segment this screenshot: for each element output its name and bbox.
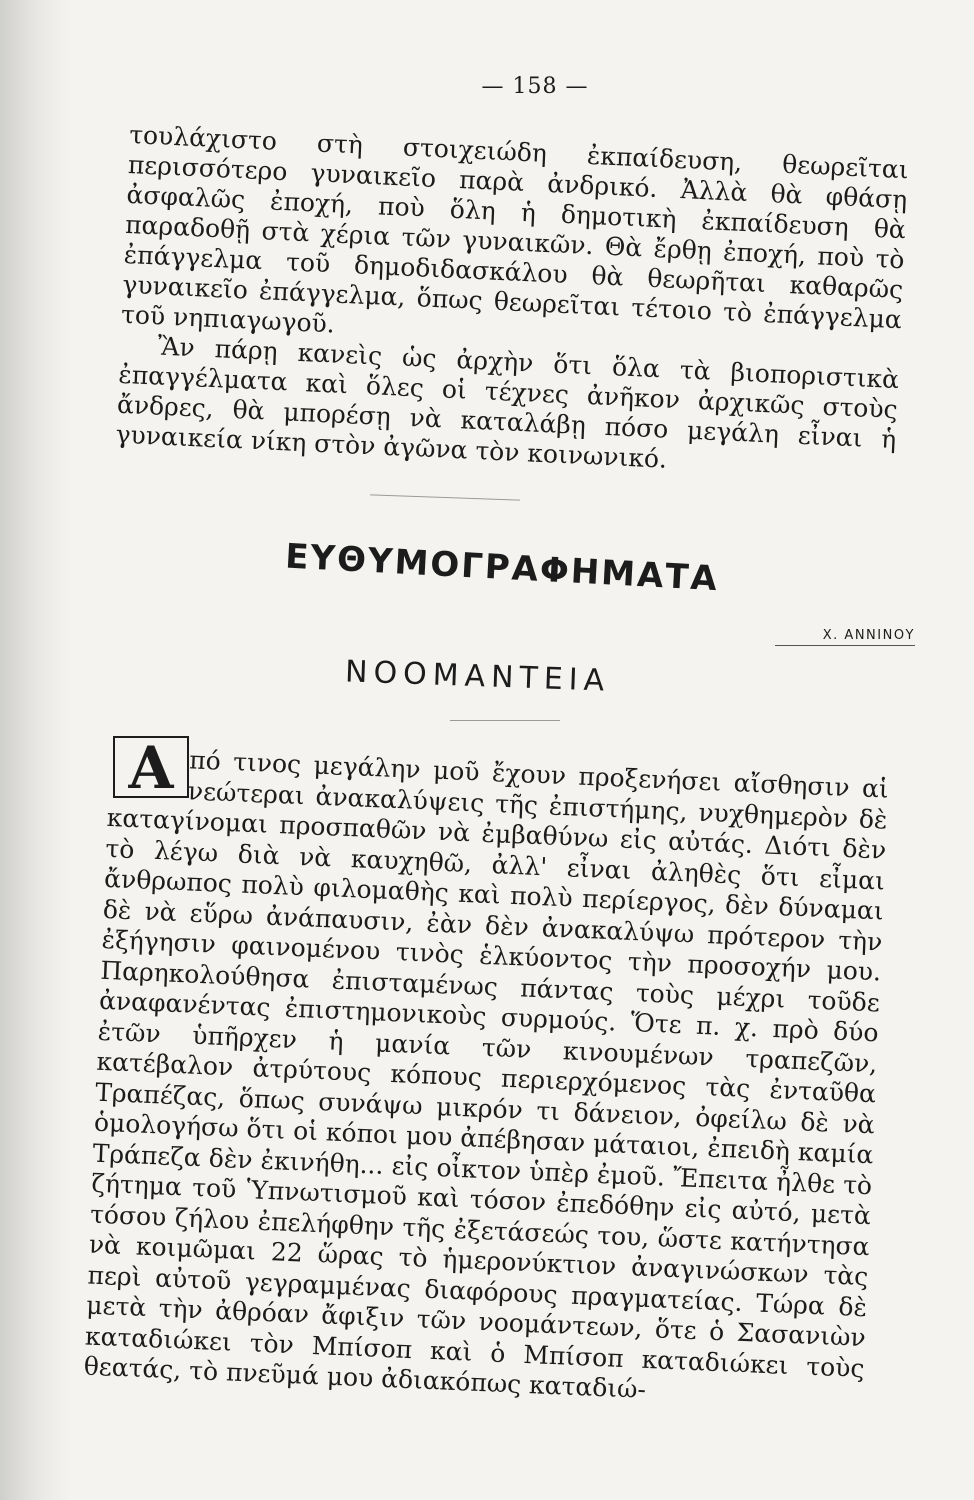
article-paragraph (83, 742, 889, 1415)
page-binding-shadow (0, 0, 70, 1500)
section-title: ΕΥΘΥΜΟΓΡΑΦΗΜΑΤΑ (284, 536, 720, 600)
drop-cap-space (108, 742, 190, 801)
page-number: — 158 — (481, 74, 589, 99)
intro-paragraph-1: τουλάχιστο στὴ στοιχειώδη ἐκπαίδευση, θεωρεῖται περισσότερο γυναικεῖο παρὰ ἀνδρικό. Ἀλλὰ θὰ φθάσῃ ἀσφαλῶς ἐποχή, ποὺ ὅλη ἡ δημοτικὴ ἐκπαίδευση θὰ παραδοθῇ στὰ χέρια τῶν γυναικῶν. Θὰ ἔρθῃ ἐποχή, ποὺ τὸ ἐπάγγελμα τοῦ δημοδιδασκάλου θὰ θεωρῆται καθαρῶς γυναικεῖο ἐπάγγελμα, ὅπως θεωρεῖται τέτοιο τὸ ἐπάγγελμα τοῦ νηπιαγωγοῦ. (120, 120, 910, 339)
article-body (83, 742, 889, 1415)
divider-rule (370, 494, 520, 500)
author-name: Χ. ΑΝΝΙΝΟΥ (775, 628, 915, 646)
intro-text (115, 120, 909, 485)
intro-paragraph-2: Ἂν πάρῃ κανεὶς ὡς ἀρχὴν ὅτι ὅλα τὰ βιοποριστικὰ ἐπαγγέλματα καὶ ὅλες οἱ τέχνες ἀνῆκον ἀρχικῶς στοὺς ἄνδρες, θὰ μπορέσῃ νὰ καταλάβῃ πόσο μεγάλη εἶναι ἡ γυναικεία νίκη στὸν ἀγῶνα τὸν κοινωνικό. (115, 331, 900, 474)
drop-cap-letter: Α (128, 736, 174, 798)
title-rule (450, 720, 560, 721)
article-title: ΝΟΟΜΑΝΤΕΙΑ (344, 654, 611, 699)
article-body-text: πό τινος μεγάλην μοῦ ἔχουν προξενήσει αἴσθησιν αἱ νεώτεραι ἀνακαλύψεις τῆς ἐπιστήμης, νυχθημερὸν δὲ καταγίνομαι προσπαθῶν νὰ ἐμβαθύνω εἰς αὐτάς. Διότι δὲν τὸ λέγω διὰ νὰ καυχηθῶ, ἀλλ' εἶναι ἀληθὲς ὅτι εἶμαι ἄνθρωπος πολὺ φιλομαθὴς καὶ πολὺ περίεργος, δὲν δύναμαι δὲ νὰ εὕρω ἀνάπαυσιν, ἐὰν δὲν ἀνακαλύψω πρότερον τὴν ἐξήγησιν φαινομένου τινὸς ἑλκύοντος τὴν προσοχήν μου. Παρηκολούθησα ἐπισταμένως πάντας τοὺς μέχρι τοῦδε ἀναφανέντας ἐπιστημονικοὺς συρμούς. Ὅτε π. χ. πρὸ δύο ἐτῶν ὑπῆρχεν ἡ μανία τῶν κινουμένων τραπεζῶν, κατέβαλον ἀτρύτους κόπους περιερχόμενος τὰς ἐνταῦθα Τραπέζας, ὅπως συνάψω μικρόν τι δάνειον, ὀφείλω δὲ νὰ ὁμολογήσω ὅτι οἱ κόποι μου ἀπέβησαν μάταιοι, ἐπειδὴ καμία Τράπεζα δὲν ἐκινήθη... εἰς οἶκτον ὑπὲρ ἐμοῦ. Ἔπειτα ἦλθε τὸ ζήτημα τοῦ Ὑπνωτισμοῦ καὶ τόσον ἐπεδόθην εἰς αὐτό, μετὰ τόσου ζήλου ἐπελήφθην τῆς ἐξετάσεώς του, ὥστε κατήντησα νὰ κοιμῶμαι 22 ὥρας τὸ ἡμερονύκτιον ἀναγινώσκων τὰς περὶ αὐτοῦ γεγραμμένας διαφόρους πραγματείας. Τώρα δὲ μετὰ τὴν ἀθρόαν ἄφιξιν τῶν νοομάντεων, ὅτε ὁ Σασανιὼν καταδιώκει τὸν Μπίσοπ καὶ ὁ Μπίσοπ καταδιώκει τοὺς θεατάς, τὸ πνεῦμά μου ἀδιακόπως καταδιώ- (83, 745, 890, 1404)
